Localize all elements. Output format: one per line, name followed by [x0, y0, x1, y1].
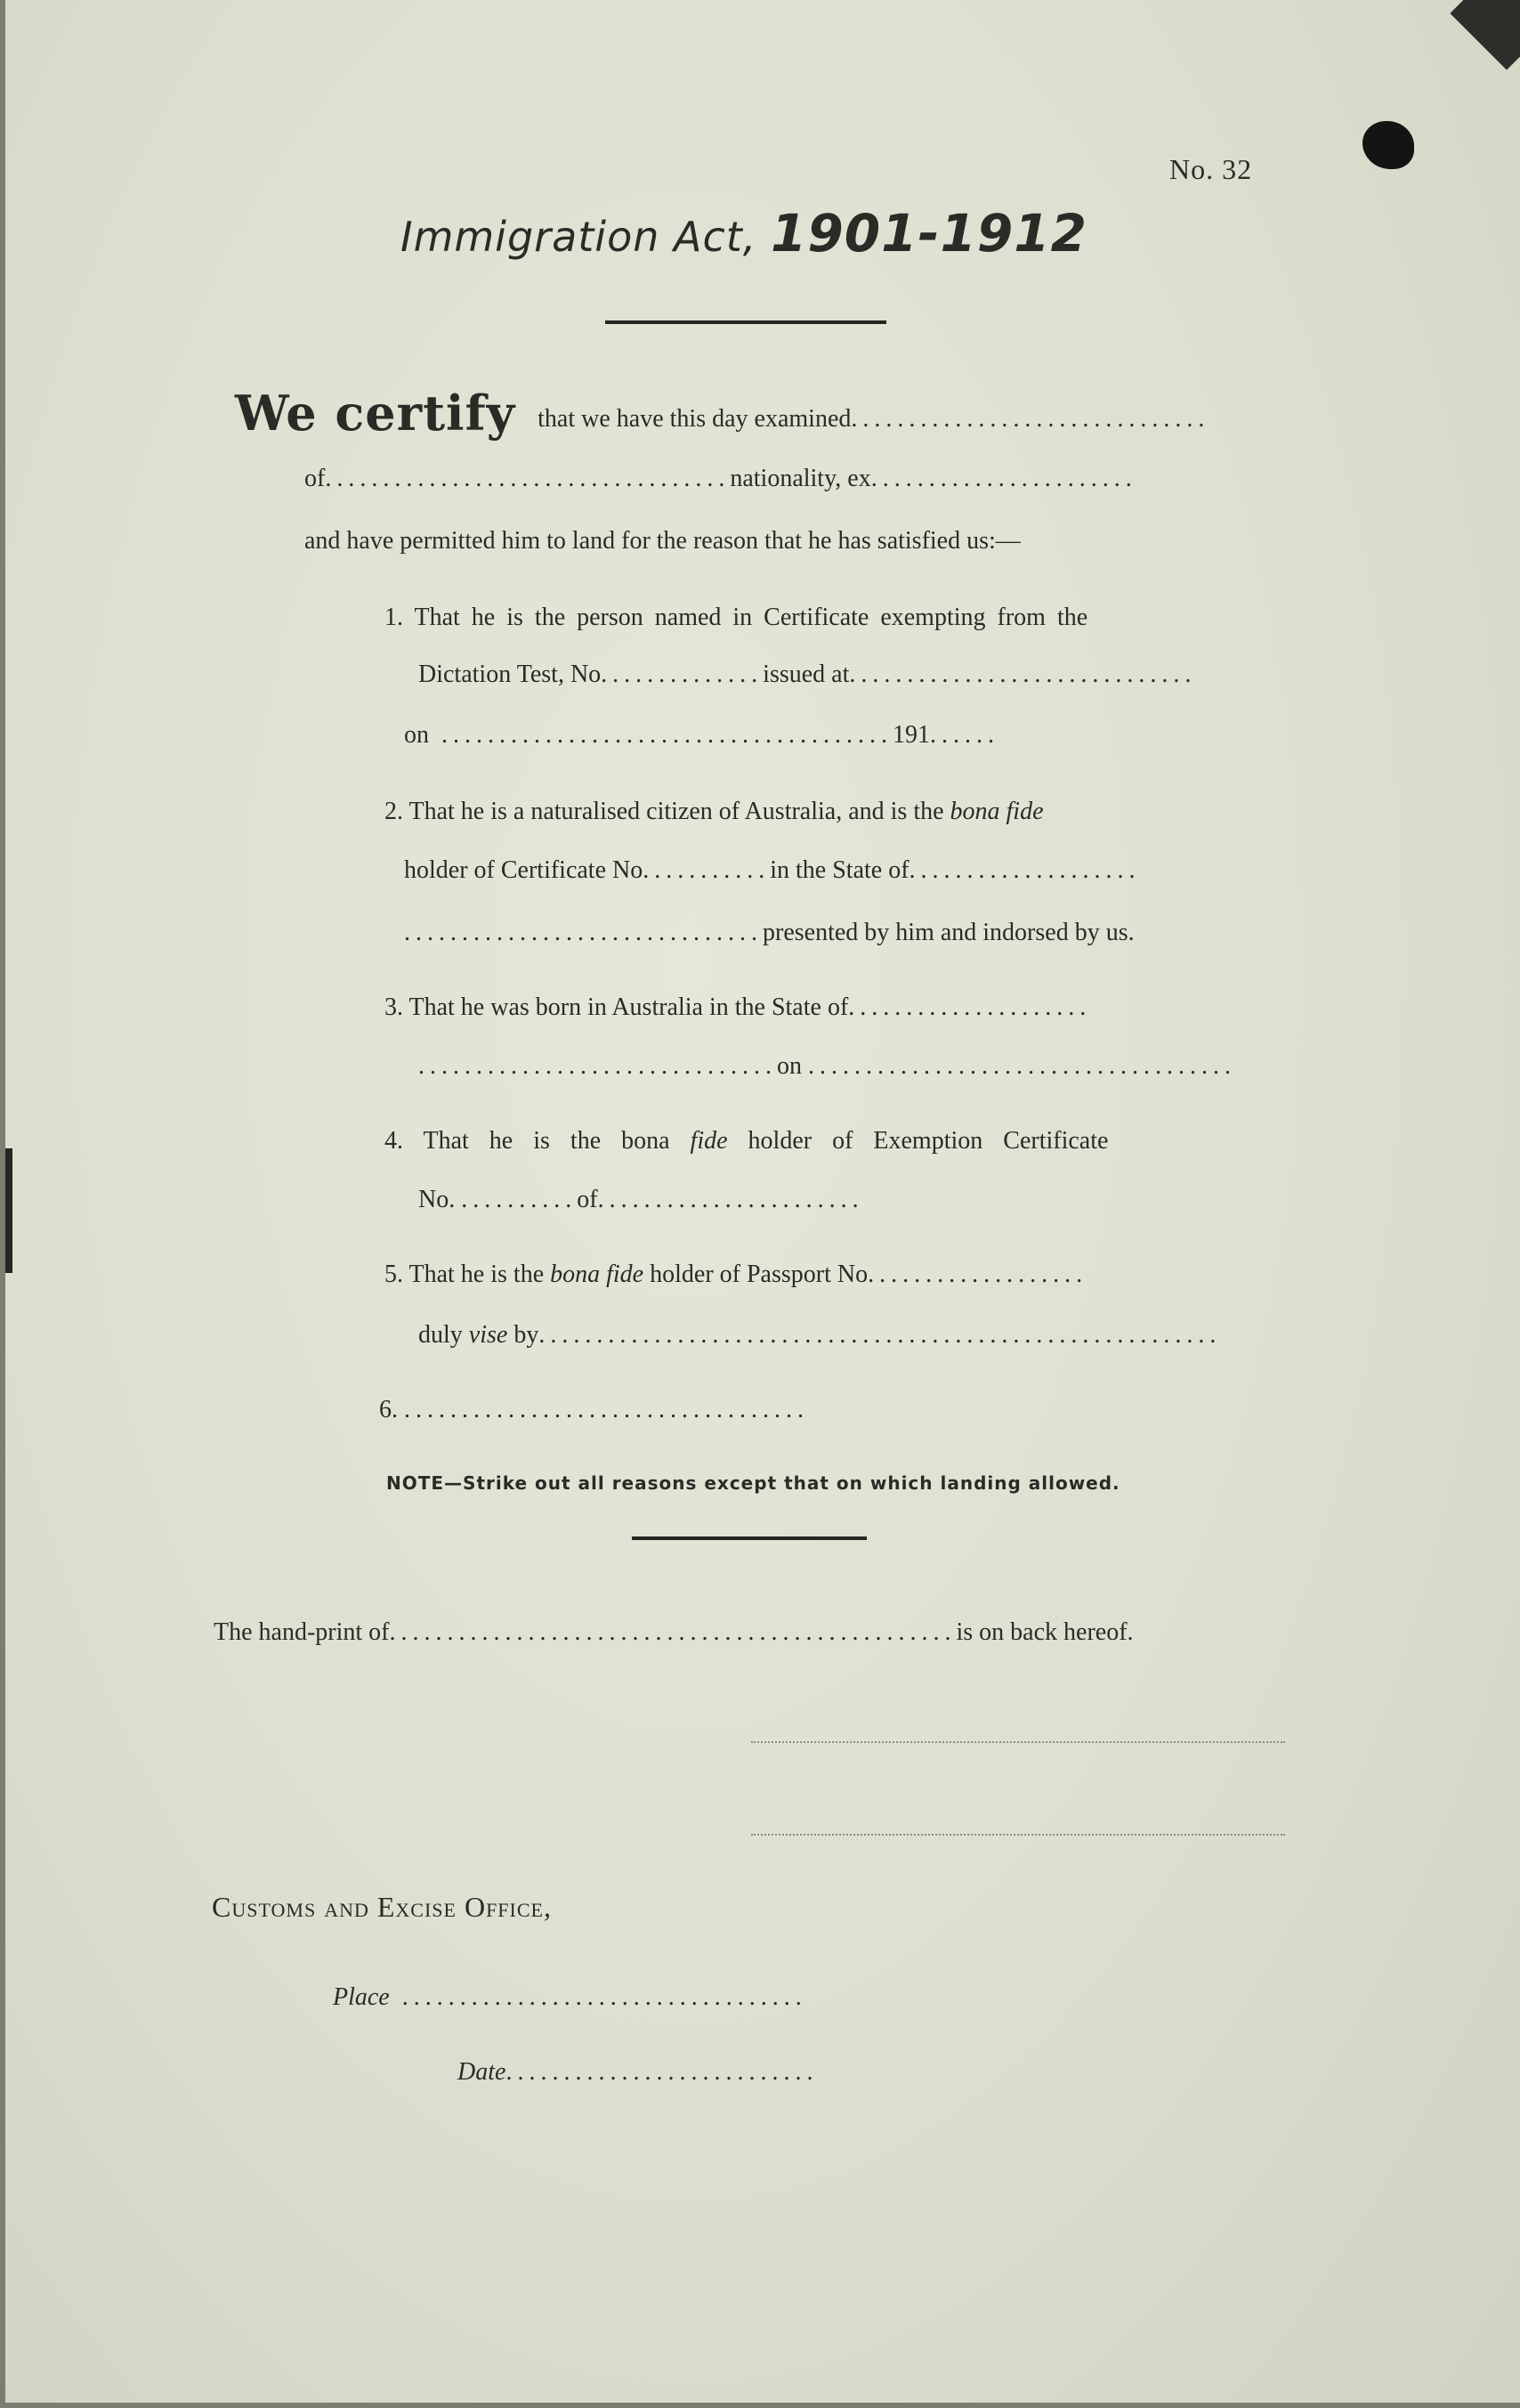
born-place-blank[interactable]: ............................... [418, 1052, 777, 1080]
signature-line-2[interactable] [751, 1834, 1285, 1836]
presented-label: presented by him and indorsed by us. [763, 919, 1135, 946]
certify-lead: We certify [235, 385, 516, 442]
reason-3-line-a [384, 993, 1091, 1022]
note-divider [632, 1536, 867, 1540]
issued-at-blank[interactable]: .............................. [849, 661, 1197, 688]
bona-fide-italic-2: bona fide [550, 1261, 644, 1288]
reason-6-line [379, 1396, 809, 1424]
on-label: on [404, 721, 429, 749]
vise-by-blank[interactable]: ........................................................... [538, 1321, 1222, 1349]
reason-5-line-a [384, 1261, 1087, 1289]
exemption-no-blank[interactable]: .......... [461, 1186, 578, 1213]
certify-line-2 [304, 465, 1137, 493]
strike-out-note: NOTE—Strike out all reasons except that on which landing allowed. [386, 1472, 1120, 1494]
bona-fide-italic: bona fide [950, 798, 1044, 825]
exemption-no-label: No. [418, 1186, 456, 1213]
page-title [5, 203, 1483, 264]
date-label: Date [457, 2058, 506, 2086]
year-label: 191 [893, 721, 930, 749]
date-blank[interactable]: ........................... [505, 2058, 819, 2086]
place-line [333, 1983, 807, 2012]
date-line [457, 2058, 818, 2087]
duly-label: duly [418, 1321, 463, 1349]
certify-line-1-text: that we have this day examined [538, 405, 852, 433]
title-year: 1901-1912 [771, 203, 1087, 264]
state-blank[interactable]: .................... [909, 856, 1141, 884]
by-label: by [513, 1321, 539, 1349]
handprint-end-label: is on back hereof. [956, 1618, 1134, 1646]
reason-5-text: 5. That he is the [384, 1261, 545, 1288]
certify-line-3: and have permitted him to land for the reason that he has satisfied us:— [304, 527, 1021, 555]
passport-no-blank[interactable]: ................... [868, 1261, 1088, 1288]
reason-6-label: 6. [379, 1396, 398, 1423]
born-state-blank[interactable]: ..................... [848, 993, 1092, 1021]
reason-5-line-b [418, 1321, 1221, 1350]
reason-4-line-a [384, 1127, 1108, 1155]
born-on-label: on [777, 1052, 802, 1080]
reason-2-line-a [384, 798, 1044, 826]
form-number: No. 32 [1169, 153, 1253, 185]
exemption-of-label: of [577, 1186, 598, 1213]
passport-label: holder of Passport No [650, 1261, 869, 1288]
dictation-no-blank[interactable]: .............. [601, 661, 764, 688]
issued-at-label: issued at [763, 661, 850, 688]
handprint-label: The hand-print of [214, 1618, 390, 1646]
title-divider [605, 320, 886, 324]
place-label: Place [333, 1983, 390, 2011]
examined-blank[interactable]: ............................... [851, 405, 1210, 433]
reason-3-line-b [418, 1052, 1236, 1081]
ink-blot [1362, 121, 1414, 169]
reason-2-line-b [404, 856, 1141, 885]
year-blank[interactable]: ...... [930, 721, 999, 749]
reason-3-text: 3. That he was born in Australia in the State of [384, 993, 849, 1021]
handprint-blank[interactable]: ................................................. [389, 1618, 957, 1646]
reason-1-line-c [404, 721, 999, 750]
reason-1-line-b [418, 661, 1196, 689]
handprint-line [214, 1618, 1134, 1647]
nationality-label: nationality, ex [730, 465, 871, 492]
dictation-test-label: Dictation Test, No [418, 661, 602, 688]
certificate-no-label: holder of Certificate No [404, 856, 643, 884]
reason-6-blank[interactable]: ................................... [404, 1396, 809, 1423]
ex-blank[interactable]: ....................... [870, 465, 1137, 492]
place-blank[interactable]: ................................... [401, 1983, 807, 2011]
torn-corner [1450, 0, 1520, 70]
title-prefix: Immigration Act, [400, 213, 757, 261]
reason-2-text: 2. That he is a naturalised citizen of Australia, and is the [384, 798, 944, 825]
certificate-no-blank[interactable]: ........... [643, 856, 771, 884]
fide-italic: fide [690, 1127, 728, 1155]
born-date-blank[interactable]: ..................................... [808, 1052, 1236, 1080]
certify-line-1 [235, 385, 1209, 442]
edge-stain [5, 1148, 12, 1273]
vise-italic: vise [468, 1321, 508, 1349]
of-label: of [304, 465, 326, 492]
exemption-label: holder of Exemption Certificate [748, 1127, 1109, 1155]
reason-2-line-c [404, 919, 1135, 947]
reason-4-line-b [418, 1186, 864, 1214]
of-blank[interactable]: ................................... [325, 465, 731, 492]
on-date-blank[interactable]: ....................................... [441, 721, 893, 749]
office-heading: Customs and Excise Office, [212, 1891, 552, 1923]
state-of-label: in the State of [770, 856, 910, 884]
signature-line-1[interactable] [751, 1741, 1285, 1743]
reason-4-text: 4. That he is the bona [384, 1127, 670, 1155]
exemption-of-blank[interactable]: ....................... [597, 1186, 864, 1213]
presented-blank[interactable]: ............................... [404, 919, 763, 946]
reason-1-line-a: 1. That he is the person named in Certificate exempting from the [384, 604, 1088, 631]
